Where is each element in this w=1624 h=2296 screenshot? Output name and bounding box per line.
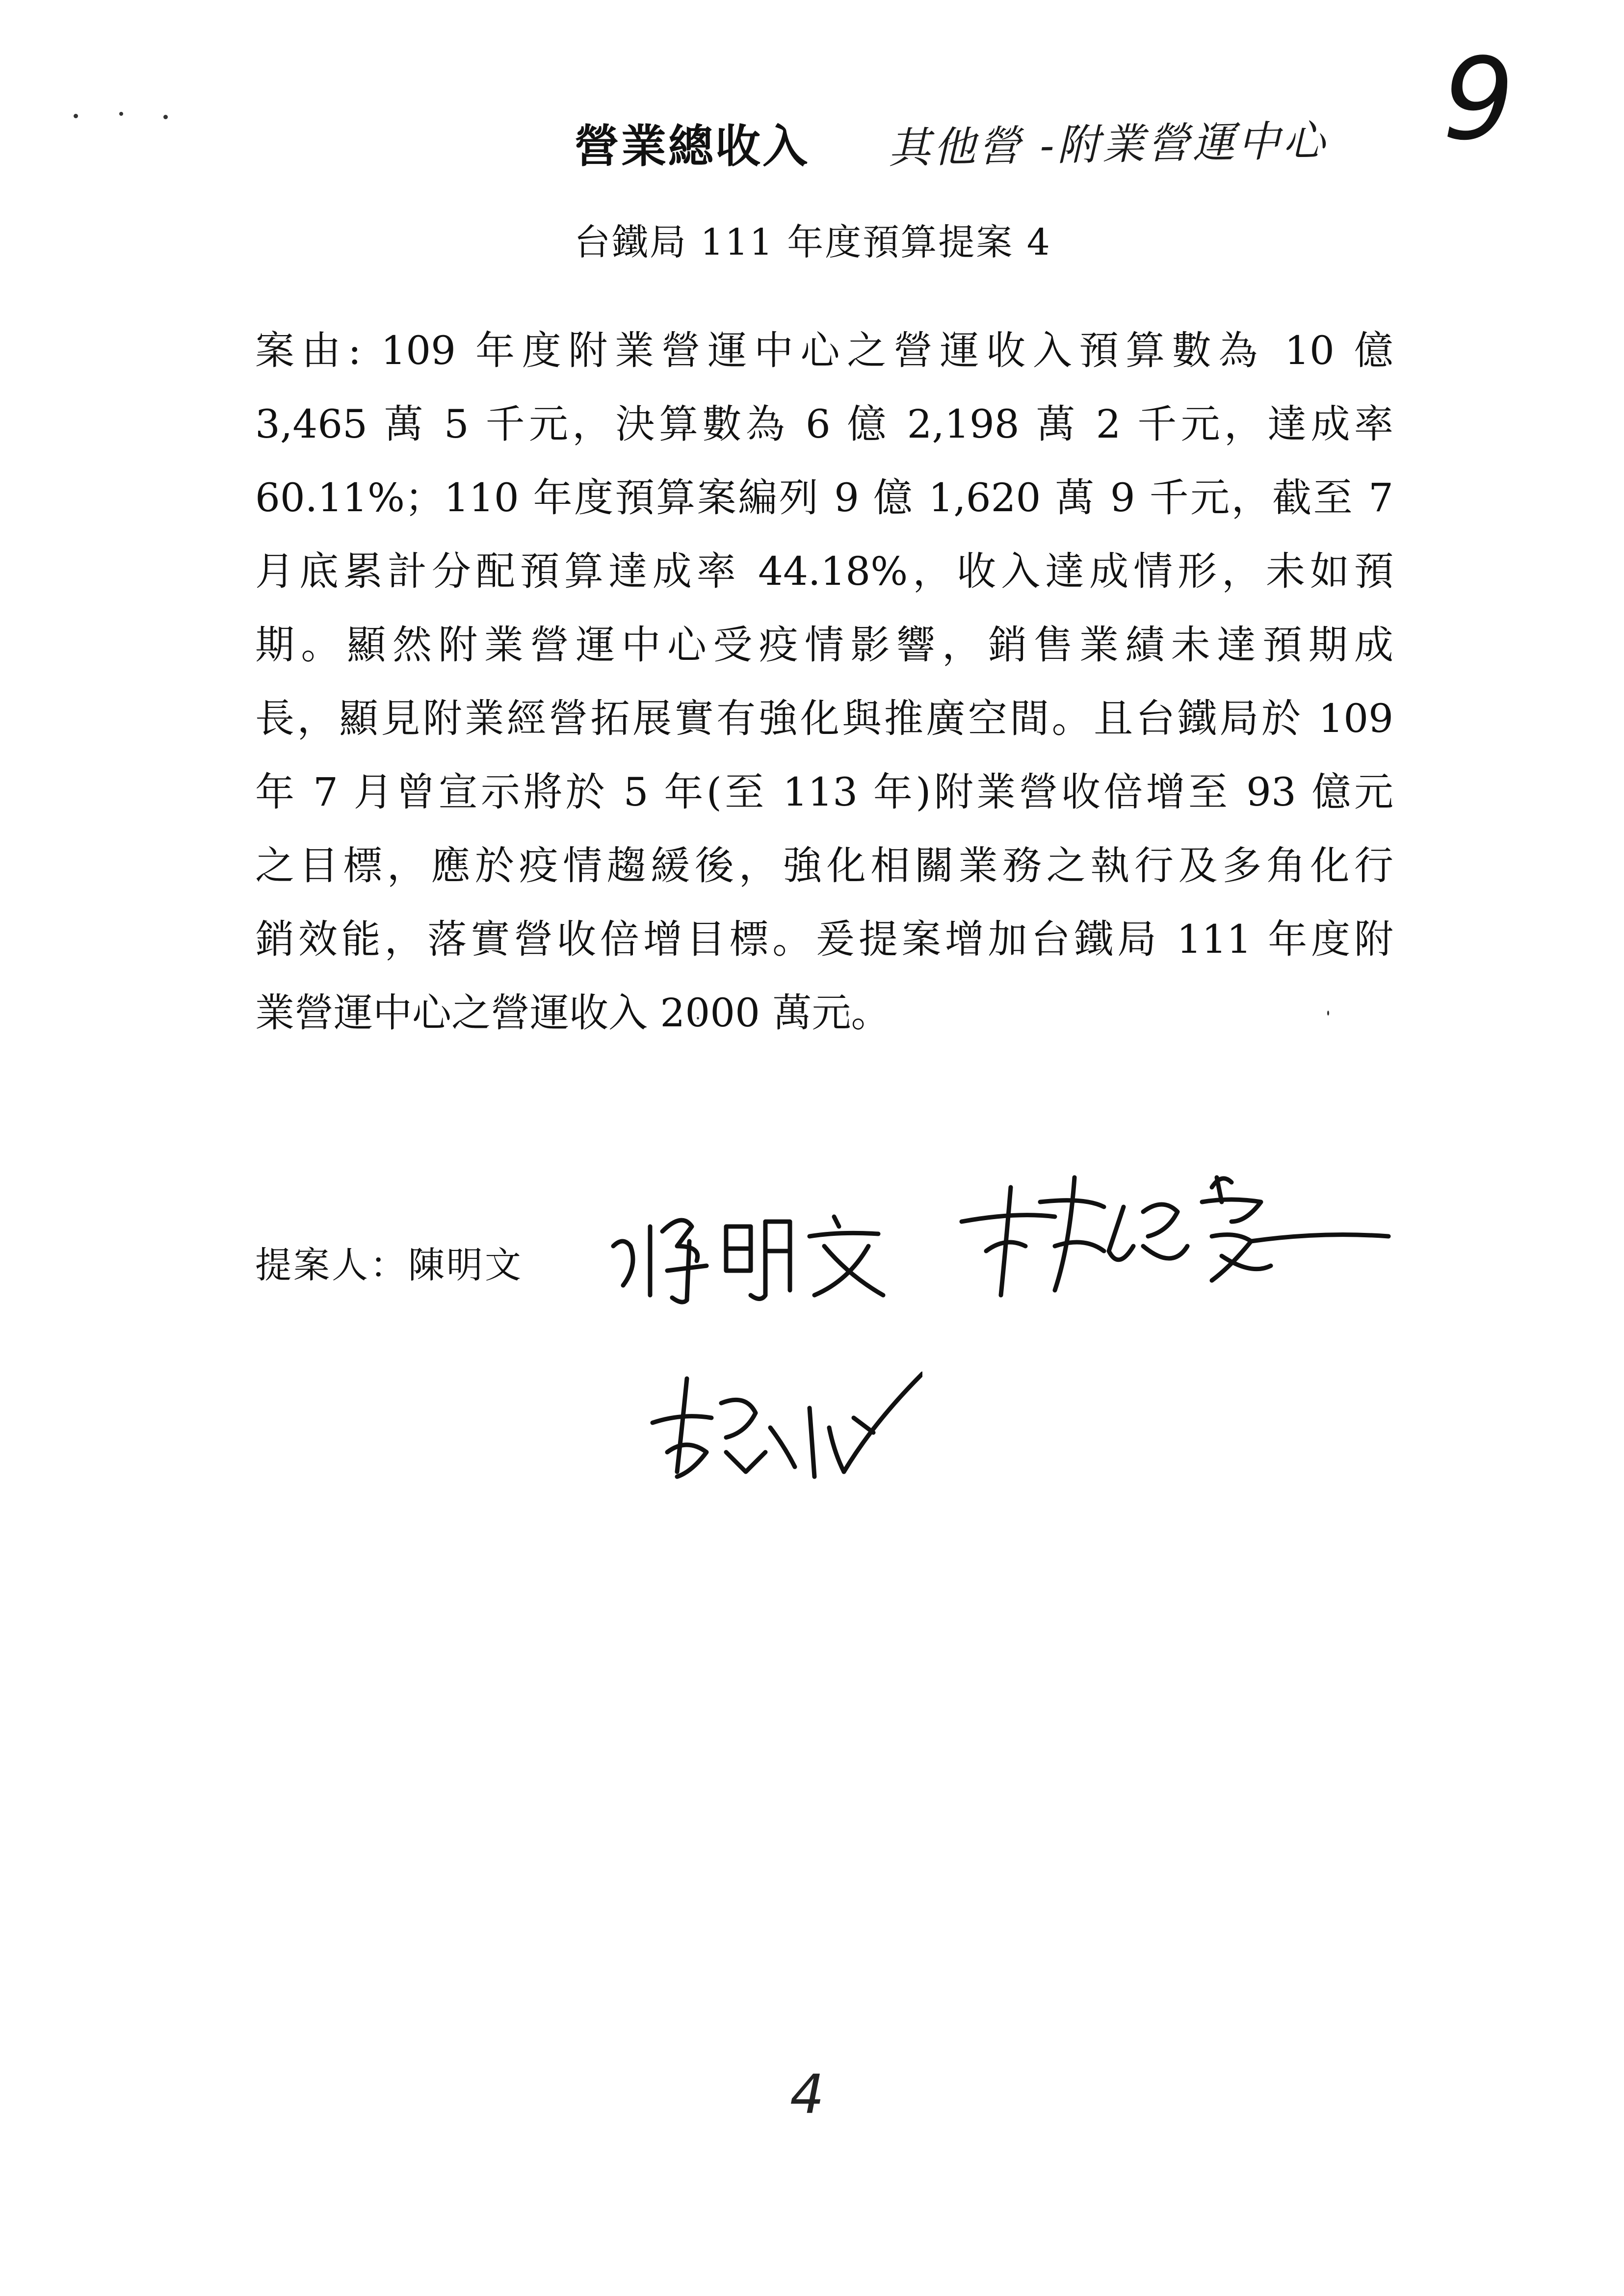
body-line: 銷效能，落實營收倍增目標。爰提案增加台鐵局 111 年度附 [255, 916, 1393, 962]
signature-1 [603, 1173, 908, 1310]
handwritten-category-note: 其他營 -附業營運中心 [888, 116, 1329, 173]
body-line: 期。顯然附業營運中心受疫情影響，銷售業績未達預期成 [255, 622, 1393, 668]
body-line: 長，顯見附業經營拓展實有強化與推廣空間。且台鐵局於 109 [255, 696, 1393, 741]
signature-2 [957, 1148, 1398, 1305]
body-line: 業營運中心之營運收入 2000 萬元。 [255, 990, 891, 1036]
handwritten-corner-number: 9 [1442, 34, 1515, 165]
signature-3 [648, 1354, 922, 1501]
proposer-label: 提案人：陳明文 [255, 1244, 523, 1286]
body-line: 之目標，應於疫情趨緩後，強化相關業務之執行及多角化行 [255, 843, 1393, 888]
document-title: 營業總收入 [574, 120, 810, 173]
handwritten-page-number: 4 [790, 2063, 824, 2126]
body-line: 3,465 萬 5 千元，決算數為 6 億 2,198 萬 2 千元，達成率 [255, 401, 1393, 447]
proposal-body [255, 314, 1393, 1050]
body-line: 月底累計分配預算達成率 44.18%，收入達成情形，未如預 [255, 548, 1393, 594]
body-line: 60.11%；110 年度預算案編列 9 億 1,620 萬 9 千元，截至 7 [255, 475, 1393, 521]
body-line: 案由: 109 年度附業營運中心之營運收入預算數為 10 億 [255, 328, 1393, 373]
body-line: 年 7 月曾宣示將於 5 年(至 113 年)附業營收倍增至 93 億元 [255, 769, 1393, 815]
scan-speck [163, 115, 168, 119]
document-subtitle: 台鐵局 111 年度預算提案 4 [574, 221, 1051, 263]
scan-speck [119, 112, 123, 116]
scan-speck [74, 114, 78, 118]
